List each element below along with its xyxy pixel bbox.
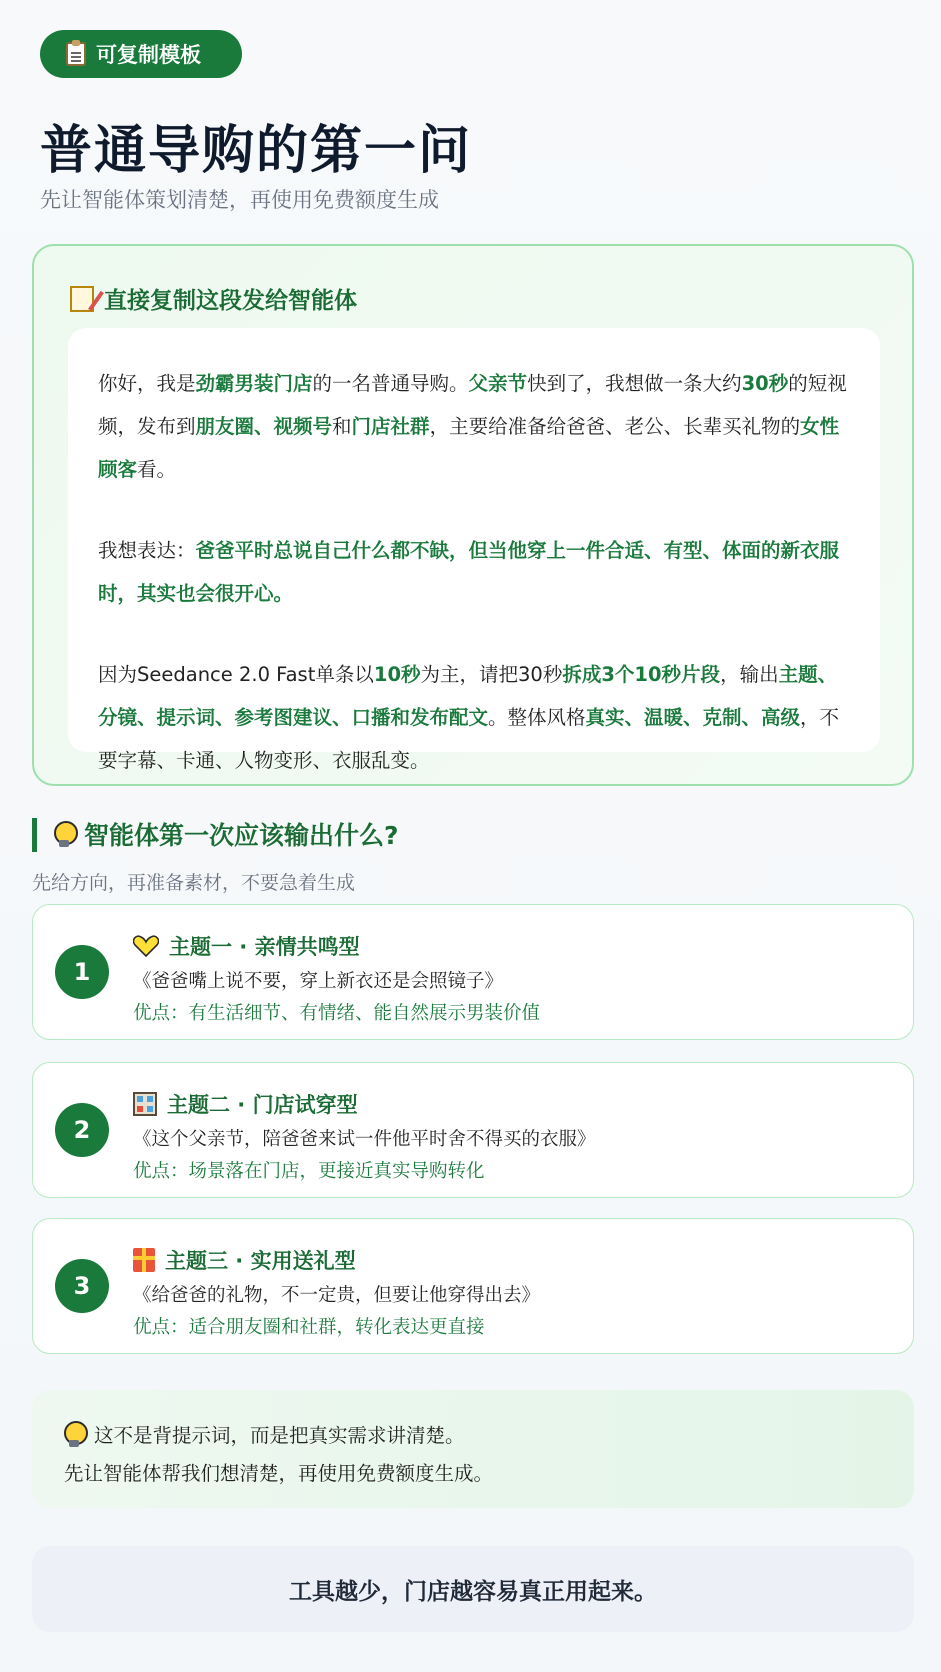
prompt-paragraph-3: [98, 653, 850, 782]
prompt-heading: [70, 282, 357, 315]
theme-title: [133, 1089, 358, 1119]
highlight-text: 父亲节: [468, 372, 528, 395]
theme-number: 1: [55, 945, 109, 999]
body-text: 因为Seedance 2.0 Fast单条以: [98, 663, 374, 686]
template-badge: [40, 30, 242, 78]
theme-merit: 优点：适合朋友圈和社群，转化表达更直接: [133, 1317, 485, 1338]
closing-banner: 工具越少，门店越容易真正用起来。: [32, 1546, 914, 1632]
highlight-text: 女性顾客: [98, 415, 840, 481]
highlight-text: 主题、分镜、提示词、参考图建议、口播和发布配文: [98, 663, 838, 729]
theme-merit: 优点：场景落在门店，更接近真实导购转化: [133, 1161, 485, 1182]
clipboard-icon: [66, 42, 86, 66]
body-text: 的短视频，发布到: [98, 372, 847, 438]
memo-icon: [70, 286, 94, 312]
heart-icon: [133, 935, 159, 957]
theme-title: [133, 931, 360, 961]
body-text: 。整体风格: [488, 706, 586, 729]
theme-card-2[interactable]: [32, 1062, 914, 1198]
theme-number: 2: [55, 1103, 109, 1157]
theme-title-label: 主题三 · 实用送礼型: [165, 1249, 356, 1273]
highlight-text: 爸爸平时总说自己什么都不缺，但当他穿上一件合适、有型、体面的新衣服时，其实也会很开心。: [98, 539, 840, 605]
highlight-text: 30秒: [741, 372, 789, 395]
prompt-paragraph-2: [98, 529, 850, 615]
body-text: 和: [332, 415, 352, 438]
section-title: [54, 816, 399, 852]
theme-merit: 优点：有生活细节、有情绪、能自然展示男装价值: [133, 1003, 541, 1024]
badge-label: 可复制模板: [96, 43, 201, 67]
highlight-text: 10秒: [373, 663, 421, 686]
theme-quote: 《爸爸嘴上说不要，穿上新衣还是会照镜子》: [133, 971, 504, 992]
theme-number: 3: [55, 1259, 109, 1313]
theme-title-label: 主题二 · 门店试穿型: [167, 1093, 358, 1117]
body-text: ，主要给准备给爸爸、老公、长辈买礼物的: [429, 415, 801, 438]
highlight-text: 拆成3个10秒片段: [562, 663, 721, 686]
lightbulb-icon: [64, 1421, 84, 1447]
body-text: 看。: [137, 458, 177, 481]
highlight-text: 真实、温暖、克制、高级: [585, 706, 801, 729]
body-text: 我想表达：: [98, 539, 196, 562]
theme-title-label: 主题一 · 亲情共鸣型: [169, 935, 360, 959]
tip-line-1: [64, 1420, 465, 1448]
prompt-text-box[interactable]: [68, 328, 880, 772]
theme-card-3[interactable]: [32, 1218, 914, 1354]
page-title: 普通导购的第一问: [40, 121, 473, 181]
theme-quote: 《给爸爸的礼物，不一定贵，但要让他穿得出去》: [133, 1285, 541, 1306]
body-text: 你好，我是: [98, 372, 196, 395]
theme-quote: 《这个父亲节，陪爸爸来试一件他平时舍不得买的衣服》: [133, 1129, 596, 1150]
prompt-paragraph-1: [98, 362, 850, 491]
highlight-text: 劲霸男装门店: [195, 372, 313, 395]
prompt-heading-label: 直接复制这段发给智能体: [104, 288, 357, 314]
section-subtitle: 先给方向，再准备素材，不要急着生成: [32, 872, 356, 894]
gift-icon: [133, 1248, 155, 1272]
tip-card: [32, 1390, 914, 1508]
lightbulb-icon: [54, 821, 74, 847]
store-icon: [133, 1092, 157, 1116]
page-subtitle: 先让智能体策划清楚，再使用免费额度生成: [40, 188, 439, 212]
body-text: 为主，请把30秒: [420, 663, 563, 686]
theme-title: [133, 1245, 356, 1275]
tip-line-1-text: 这不是背提示词，而是把真实需求讲清楚。: [94, 1424, 465, 1447]
section-title-label: 智能体第一次应该输出什么?: [84, 821, 399, 850]
prompt-card: [32, 244, 914, 786]
section-accent-bar: [32, 818, 37, 852]
highlight-text: 门店社群: [351, 415, 430, 438]
highlight-text: 朋友圈、视频号: [195, 415, 333, 438]
tip-line-2: 先让智能体帮我们想清楚，再使用免费额度生成。: [64, 1462, 494, 1485]
theme-card-1[interactable]: [32, 904, 914, 1040]
body-text: ，输出: [720, 663, 779, 686]
body-text: 的一名普通导购。: [312, 372, 469, 395]
body-text: ，不要字幕、卡通、人物变形、衣服乱变。: [98, 706, 840, 772]
body-text: 快到了，我想做一条大约: [527, 372, 742, 395]
